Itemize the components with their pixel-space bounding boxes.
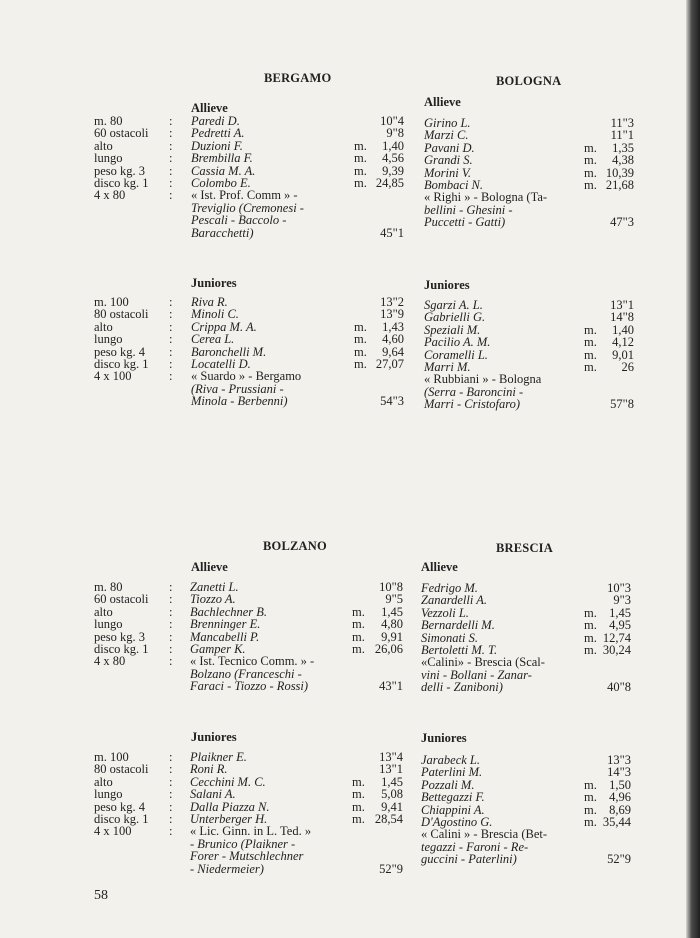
result-value: 4,38 — [612, 153, 634, 168]
result-value: 11"3 — [610, 116, 634, 130]
result-unit: m. — [354, 151, 367, 166]
result-value: 4,80 — [381, 617, 403, 632]
event-label: 4 x 80 — [94, 188, 126, 203]
relay-team-line: Pescali - Baccolo - — [191, 213, 287, 228]
event-colon: : — [169, 654, 173, 669]
result-unit: m. — [584, 153, 597, 168]
event-label: 60 ostacoli — [94, 592, 149, 607]
result-unit: m. — [584, 618, 597, 633]
event-colon: : — [169, 604, 173, 619]
result-value: 1,40 — [612, 322, 634, 337]
result-value: 14"3 — [607, 765, 631, 780]
athlete-name: Pavani D. — [424, 140, 475, 155]
event-label: m. 100 — [94, 750, 129, 764]
category-heading: Allieve — [191, 560, 228, 574]
relay-team-line: Forer - Mutschlechner — [190, 849, 304, 864]
event-colon: : — [169, 126, 173, 141]
city-heading: BOLOGNA — [496, 74, 562, 88]
result-value: 4,56 — [382, 151, 404, 166]
event-label: m. 100 — [94, 295, 129, 309]
result-value: 9"5 — [385, 592, 403, 607]
event-colon: : — [169, 295, 173, 309]
event-label: 80 ostacoli — [94, 762, 149, 777]
athlete-name: Vezzoli L. — [421, 605, 469, 620]
athlete-name: Mancabelli P. — [190, 629, 260, 644]
result-value: 1,45 — [609, 605, 631, 620]
athlete-name: Fedrigo M. — [421, 581, 478, 595]
result-unit: m. — [354, 357, 367, 371]
event-colon: : — [169, 307, 173, 322]
result-value: 1,35 — [612, 140, 634, 155]
result-value: 9,39 — [382, 163, 404, 178]
event-colon: : — [169, 188, 173, 203]
athlete-name: Bernardelli M. — [421, 618, 495, 633]
category-heading: Juniores — [191, 730, 237, 744]
athlete-name: Girino L. — [424, 116, 471, 130]
relay-team-line: delli - Zaniboni) — [421, 680, 503, 695]
athlete-name: Brenninger E. — [190, 617, 261, 632]
category-heading: Juniores — [191, 276, 237, 290]
event-colon: : — [169, 332, 173, 347]
relay-time: 43"1 — [379, 679, 403, 694]
event-colon: : — [169, 642, 173, 656]
relay-team-line: « Ist. Prof. Comm » - — [191, 188, 298, 203]
athlete-name: Paredi D. — [191, 114, 240, 128]
athlete-name: Duzioni F. — [191, 138, 243, 153]
athlete-name: Roni R. — [190, 762, 228, 777]
result-value: 10"3 — [607, 581, 631, 595]
athlete-name: Speziali M. — [424, 322, 481, 337]
athlete-name: Gamper K. — [190, 642, 246, 656]
event-label: alto — [94, 319, 113, 334]
event-label: m. 80 — [94, 114, 123, 128]
relay-time: 40"8 — [607, 680, 631, 695]
event-colon: : — [169, 319, 173, 334]
event-label: peso kg. 3 — [94, 629, 146, 644]
athlete-name: Riva R. — [191, 295, 228, 309]
event-label: peso kg. 3 — [94, 163, 146, 178]
relay-team-line: « Ist. Tecnico Comm. » - — [190, 654, 315, 669]
relay-team-line: Puccetti - Gatti) — [424, 215, 506, 230]
result-value: 4,96 — [609, 790, 631, 805]
relay-team-line: « Calini » - Brescia (Bet- — [421, 827, 548, 842]
relay-team-line: Minola - Berbenni) — [191, 394, 288, 409]
event-label: alto — [94, 604, 113, 619]
event-colon: : — [169, 787, 173, 802]
relay-time: 54"3 — [380, 394, 404, 409]
category-heading: Allieve — [191, 101, 228, 115]
event-label: disco kg. 1 — [94, 176, 149, 190]
result-value: 5,08 — [381, 787, 403, 802]
event-label: 80 ostacoli — [94, 307, 149, 322]
relay-team-line: (Serra - Baroncini - — [424, 384, 524, 399]
event-colon: : — [169, 799, 173, 814]
result-unit: m. — [584, 178, 597, 192]
event-colon: : — [169, 176, 173, 190]
result-value: 10,39 — [605, 165, 634, 180]
relay-team-line: « Lic. Ginn. in L. Ted. » — [190, 824, 312, 839]
result-unit: m. — [352, 642, 365, 656]
relay-team-line: guccini - Paterlini) — [421, 852, 517, 867]
relay-time: 45"1 — [380, 225, 404, 240]
event-label: alto — [94, 138, 113, 153]
result-value: 8,69 — [609, 802, 631, 817]
city-heading: BRESCIA — [496, 541, 553, 555]
result-unit: m. — [584, 605, 597, 620]
event-label: lungo — [94, 787, 123, 802]
athlete-name: D'Agostino G. — [421, 815, 493, 829]
athlete-name: Salani A. — [190, 787, 236, 802]
result-unit: m. — [584, 777, 597, 792]
result-unit: m. — [354, 319, 367, 334]
athlete-name: Sgarzi A. L. — [424, 298, 483, 312]
athlete-name: Marri M. — [424, 360, 471, 374]
result-unit: m. — [354, 344, 367, 359]
event-colon: : — [169, 750, 173, 764]
result-unit: m. — [352, 774, 365, 789]
athlete-name: Tiozzo A. — [190, 592, 236, 607]
relay-team-line: vini - Bollani - Zanar- — [421, 667, 532, 682]
athlete-name: Marzi C. — [424, 128, 469, 143]
result-unit: m. — [352, 604, 365, 619]
relay-time: 52"9 — [379, 861, 403, 876]
athlete-name: Simonati S. — [421, 630, 478, 645]
athlete-name: Bertoletti M. T. — [421, 643, 498, 657]
relay-time: 47"3 — [610, 215, 634, 230]
athlete-name: Jarabeck L. — [421, 753, 481, 767]
result-value: 28,54 — [374, 812, 403, 826]
result-unit: m. — [352, 799, 365, 814]
relay-team-line: bellini - Ghesini - — [424, 202, 513, 217]
athlete-name: Pozzali M. — [421, 777, 475, 792]
category-heading: Allieve — [421, 560, 458, 574]
event-colon: : — [169, 344, 173, 359]
event-colon: : — [169, 163, 173, 178]
event-colon: : — [169, 629, 173, 644]
athlete-name: Brembilla F. — [191, 151, 253, 166]
result-value: 9,41 — [381, 799, 403, 814]
athlete-name: Zanardelli A. — [421, 593, 487, 608]
result-unit: m. — [584, 643, 597, 657]
event-colon: : — [169, 114, 173, 128]
result-unit: m. — [584, 790, 597, 805]
result-value: 13"4 — [379, 750, 403, 764]
result-unit: m. — [584, 630, 597, 645]
result-unit: m. — [354, 176, 367, 190]
event-label: disco kg. 1 — [94, 812, 149, 826]
result-unit: m. — [584, 165, 597, 180]
athlete-name: Locatelli D. — [191, 357, 251, 371]
result-value: 30,24 — [602, 643, 631, 657]
result-value: 14"8 — [610, 310, 634, 325]
event-label: 4 x 100 — [94, 824, 132, 839]
athlete-name: Unterberger H. — [190, 812, 268, 826]
athlete-name: Pacilio A. M. — [424, 335, 491, 350]
result-value: 9,01 — [612, 347, 634, 362]
event-colon: : — [169, 592, 173, 607]
page-edge-shadow — [686, 0, 700, 938]
athlete-name: Bombaci N. — [424, 178, 484, 192]
relay-team-line: tegazzi - Faroni - Re- — [421, 839, 529, 854]
event-colon: : — [169, 774, 173, 789]
athlete-name: Crippa M. A. — [191, 319, 257, 334]
athlete-name: Gabrielli G. — [424, 310, 486, 325]
result-value: 21,68 — [605, 178, 634, 192]
event-label: 4 x 80 — [94, 654, 126, 669]
event-label: m. 80 — [94, 580, 123, 594]
athlete-name: Cecchini M. C. — [190, 774, 266, 789]
result-value: 1,45 — [381, 774, 403, 789]
page-number: 58 — [94, 888, 108, 903]
athlete-name: Cassia M. A. — [191, 163, 256, 178]
result-value: 1,43 — [382, 319, 404, 334]
event-label: alto — [94, 774, 113, 789]
result-unit: m. — [354, 138, 367, 153]
relay-time: 57"8 — [610, 397, 634, 412]
result-unit: m. — [354, 163, 367, 178]
athlete-name: Minoli C. — [191, 307, 239, 322]
result-unit: m. — [352, 617, 365, 632]
result-value: 4,12 — [612, 335, 634, 350]
athlete-name: Coramelli L. — [424, 347, 488, 362]
result-value: 13"1 — [379, 762, 403, 777]
result-value: 1,40 — [382, 138, 404, 153]
athlete-name: Pedretti A. — [191, 126, 245, 141]
result-value: 4,60 — [382, 332, 404, 347]
relay-team-line: Treviglio (Cremonesi - — [191, 200, 304, 215]
athlete-name: Baronchelli M. — [191, 344, 267, 359]
relay-team-line: Baracchetti) — [191, 225, 254, 240]
category-heading: Allieve — [424, 95, 461, 109]
event-label: lungo — [94, 617, 123, 632]
result-value: 26,06 — [374, 642, 403, 656]
result-unit: m. — [352, 629, 365, 644]
relay-team-line: - Brunico (Plaikner - — [190, 836, 296, 851]
result-value: 9,64 — [382, 344, 404, 359]
athlete-name: Plaikner E. — [190, 750, 247, 764]
relay-team-line: Faraci - Tiozzo - Rossi) — [190, 679, 309, 694]
relay-team-line: - Niedermeier) — [190, 861, 264, 876]
result-value: 24,85 — [375, 176, 404, 190]
result-value: 35,44 — [602, 815, 631, 829]
event-label: peso kg. 4 — [94, 344, 146, 359]
athlete-name: Chiappini A. — [421, 802, 485, 817]
category-heading: Juniores — [421, 731, 467, 745]
relay-team-line: Bolzano (Franceschi - — [190, 666, 302, 681]
athlete-name: Colombo E. — [191, 176, 251, 190]
result-unit: m. — [584, 322, 597, 337]
event-colon: : — [169, 617, 173, 632]
result-unit: m. — [584, 335, 597, 350]
event-colon: : — [169, 357, 173, 371]
event-colon: : — [169, 138, 173, 153]
event-label: 60 ostacoli — [94, 126, 149, 141]
result-value: 9"3 — [613, 593, 631, 608]
event-label: peso kg. 4 — [94, 799, 146, 814]
result-unit: m. — [584, 815, 597, 829]
event-label: disco kg. 1 — [94, 357, 149, 371]
relay-team-line: « Suardo » - Bergamo — [191, 369, 302, 384]
result-value: 13"3 — [607, 753, 631, 767]
relay-team-line: «Calini» - Brescia (Scal- — [421, 655, 545, 670]
athlete-name: Zanetti L. — [190, 580, 239, 594]
event-colon: : — [169, 151, 173, 166]
result-value: 13"2 — [380, 295, 404, 309]
result-value: 13"1 — [610, 298, 634, 312]
athlete-name: Bettegazzi F. — [421, 790, 485, 805]
relay-team-line: « Righi » - Bologna (Ta- — [424, 190, 548, 205]
result-value: 10"4 — [380, 114, 404, 128]
result-value: 10"8 — [379, 580, 403, 594]
result-unit: m. — [352, 812, 365, 826]
result-value: 4,95 — [609, 618, 631, 633]
athlete-name: Morini V. — [424, 165, 471, 180]
event-colon: : — [169, 369, 173, 384]
athlete-name: Grandi S. — [424, 153, 473, 168]
result-unit: m. — [584, 347, 597, 362]
city-heading: BOLZANO — [263, 539, 327, 553]
relay-team-line: (Riva - Prussiani - — [191, 381, 284, 396]
relay-team-line: « Rubbiani » - Bologna — [424, 372, 542, 387]
result-unit: m. — [584, 802, 597, 817]
event-label: lungo — [94, 151, 123, 166]
city-heading: BERGAMO — [264, 71, 332, 85]
event-label: lungo — [94, 332, 123, 347]
athlete-name: Bachlechner B. — [190, 604, 268, 619]
result-value: 1,50 — [609, 777, 631, 792]
event-colon: : — [169, 762, 173, 777]
result-value: 26 — [621, 360, 634, 374]
relay-time: 52"9 — [607, 852, 631, 867]
result-value: 12,74 — [602, 630, 631, 645]
result-value: 9,91 — [381, 629, 403, 644]
result-value: 1,45 — [381, 604, 403, 619]
result-value: 27,07 — [375, 357, 404, 371]
category-heading: Juniores — [424, 278, 470, 292]
result-unit: m. — [354, 332, 367, 347]
relay-team-line: Marri - Cristofaro) — [424, 397, 521, 412]
result-value: 9"8 — [386, 126, 404, 141]
athlete-name: Paterlini M. — [421, 765, 483, 780]
result-unit: m. — [352, 787, 365, 802]
result-unit: m. — [584, 140, 597, 155]
event-colon: : — [169, 580, 173, 594]
athlete-name: Cerea L. — [191, 332, 235, 347]
event-label: 4 x 100 — [94, 369, 132, 384]
event-colon: : — [169, 812, 173, 826]
result-value: 11"1 — [610, 128, 634, 143]
result-unit: m. — [584, 360, 597, 374]
event-label: disco kg. 1 — [94, 642, 149, 656]
athlete-name: Dalla Piazza N. — [190, 799, 270, 814]
event-colon: : — [169, 824, 173, 839]
result-value: 13"9 — [380, 307, 404, 322]
